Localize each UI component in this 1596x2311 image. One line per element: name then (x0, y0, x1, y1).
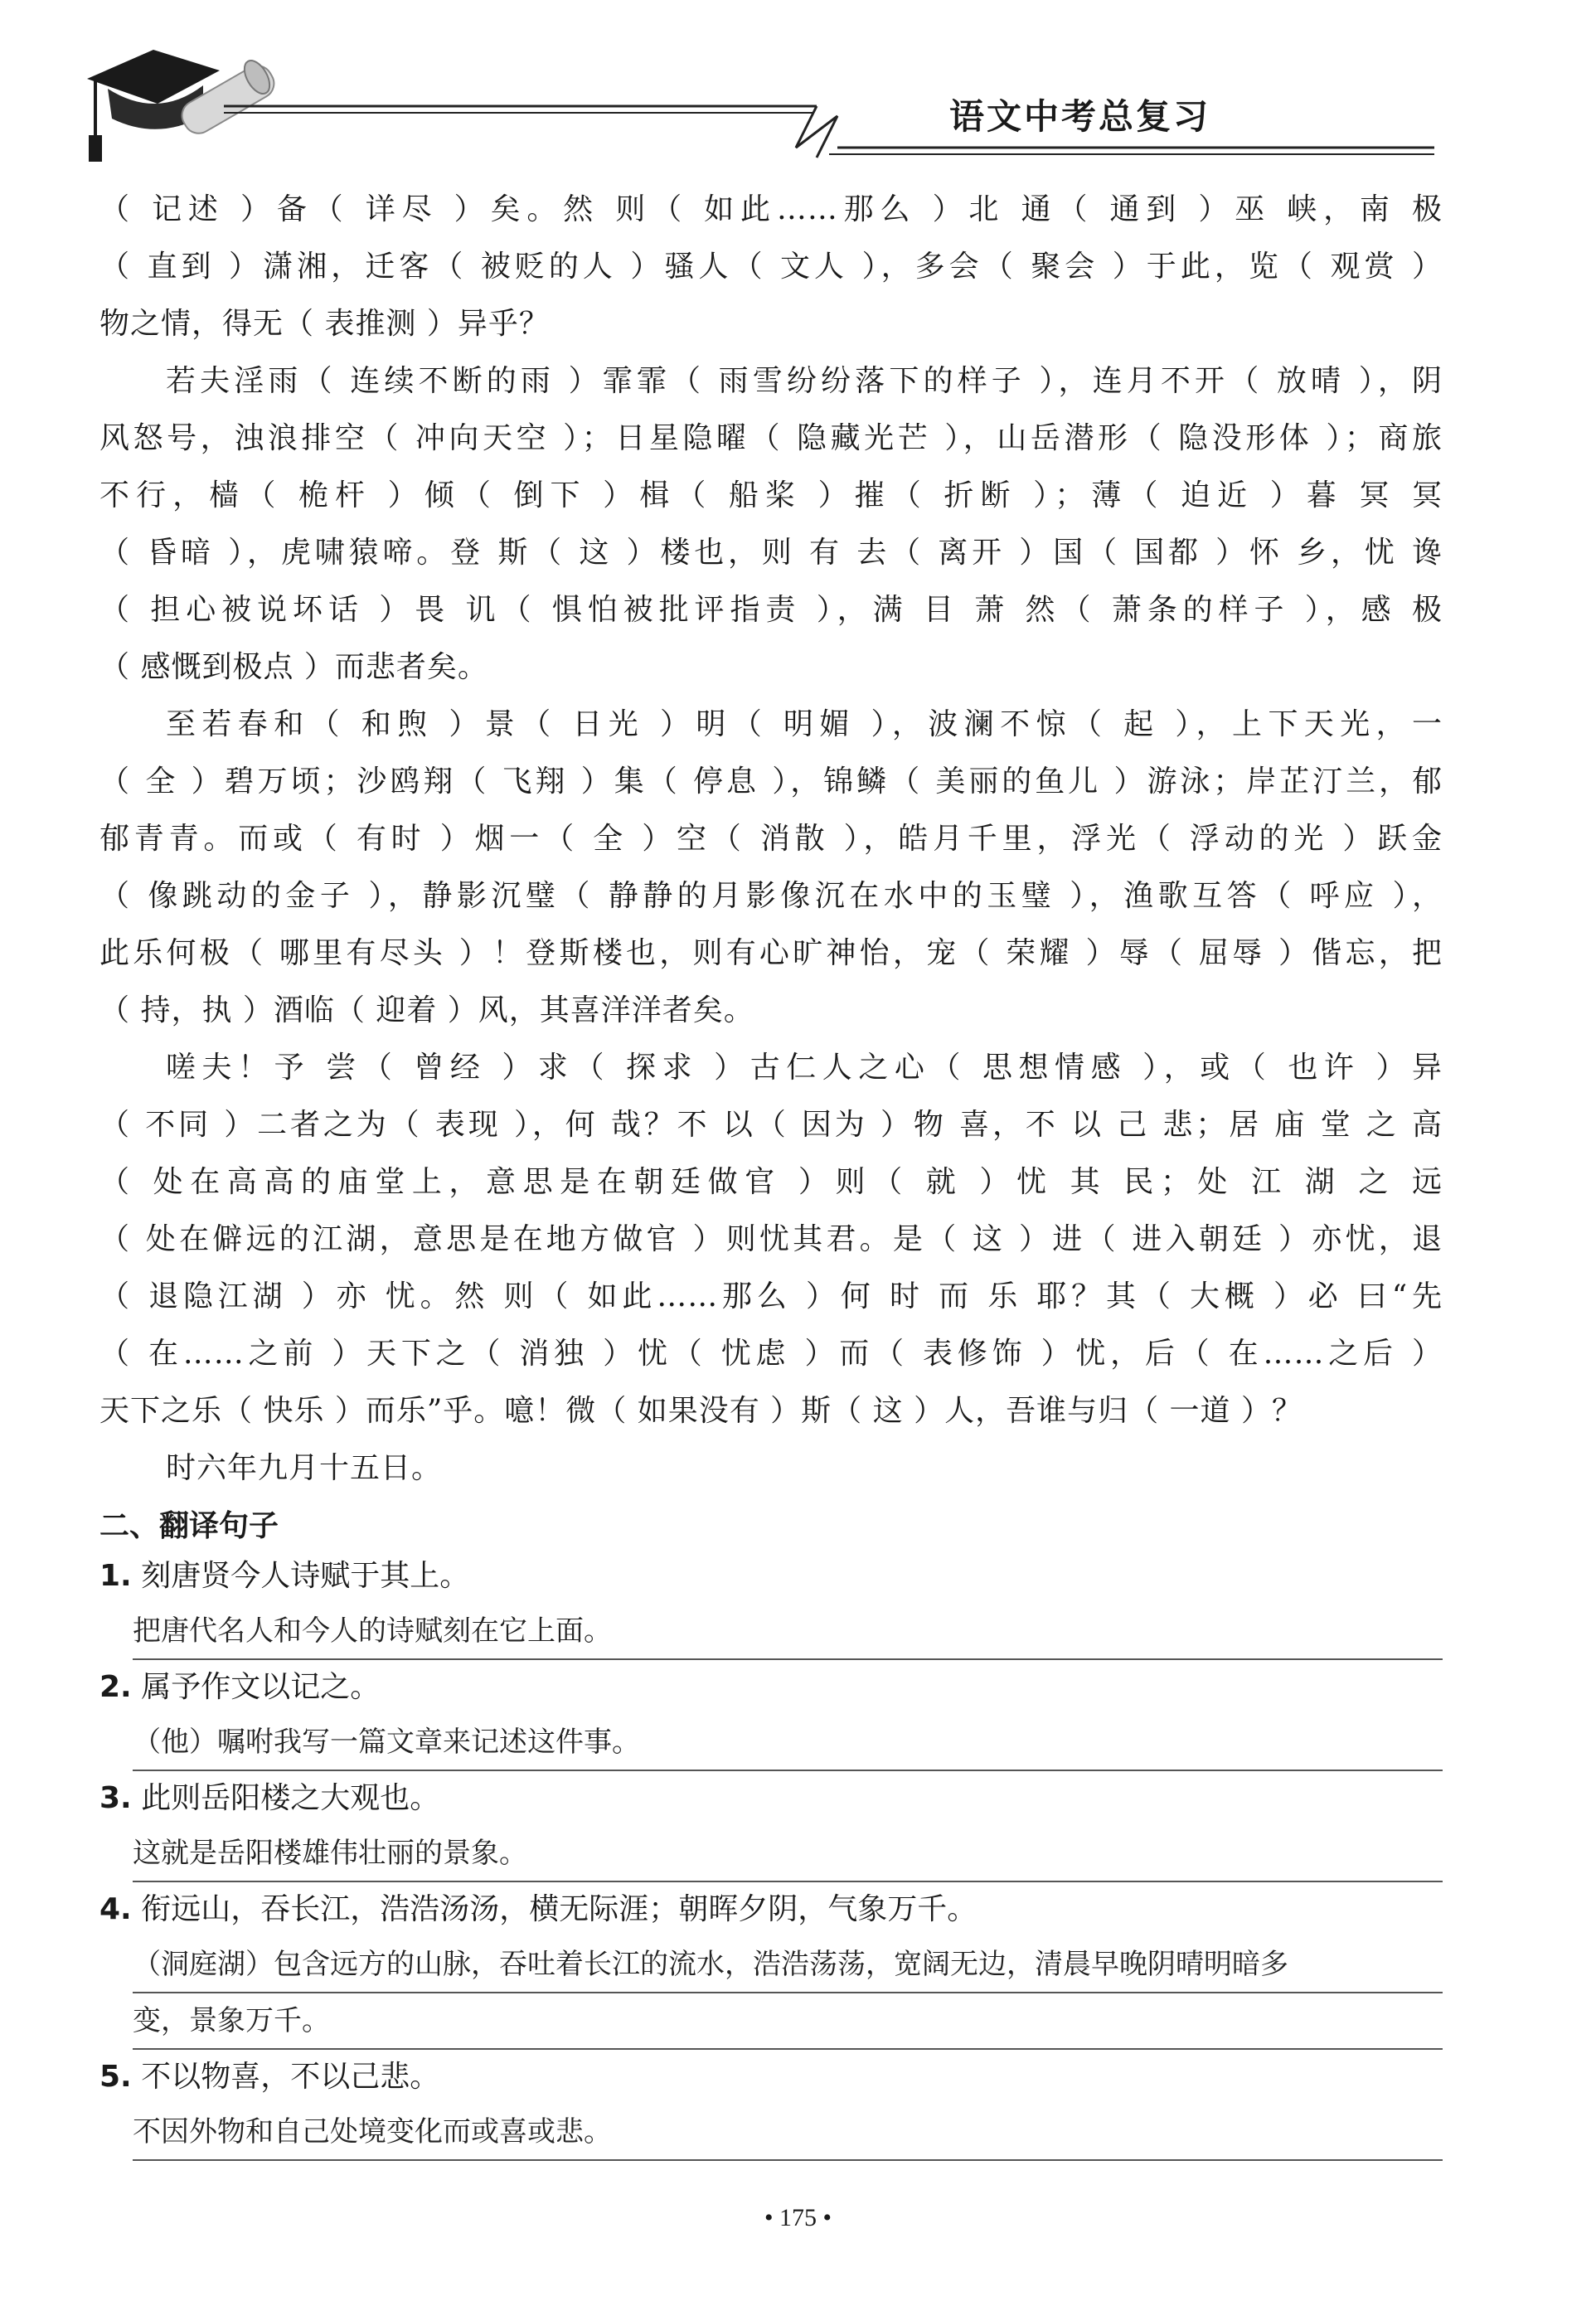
question-text (99, 1549, 1443, 1604)
answer-line: 把唐代名人和今人的诗赋刻在它上面。 (133, 1604, 1443, 1660)
answer-line: 这就是岳阳楼雄伟壮丽的景象。 (133, 1826, 1443, 1882)
passage-line: （ 感慨到极点 ）而悲者矣。 (99, 650, 488, 684)
question-number: 1. (99, 1559, 132, 1593)
question-number: 2. (99, 1670, 132, 1704)
question-item (99, 1882, 1443, 2050)
passage-line: 时六年九月十五日。 (166, 1451, 443, 1485)
question-text (99, 1771, 1443, 1826)
question-number: 5. (99, 2060, 132, 2094)
passage-line: 至若春和（ 和煦 ）景（ 日光 ）明（ 明媚 ），波澜不惊（ 起 ），上下天光，一 (166, 707, 1443, 741)
answer-line: 变，景象万千。 (133, 1993, 1443, 2050)
passage-line: （ 全 ）碧万顷；沙鸥翔（ 飞翔 ）集（ 停息 ），锦鳞（ 美丽的鱼儿 ）游泳；岸芷汀兰，郁 (99, 765, 1443, 799)
passage-line: （ 持，执 ）酒临（ 迎着 ）风，其喜洋洋者矣。 (99, 993, 754, 1027)
question-text (99, 1882, 1443, 1937)
passage-line: 此乐何极（ 哪里有尽头 ）！登斯楼也，则有心旷神怡，宠（ 荣耀 ）辱（ 屈辱 ）偕忘，把 (99, 936, 1443, 970)
answer-line: （洞庭湖）包含远方的山脉，吞吐着长江的流水，浩浩荡荡，宽阔无边，清晨早晚阴晴明暗多 (133, 1937, 1443, 1993)
passage-line: 郁青青。而或（ 有时 ）烟一（ 全 ）空（ 消散 ），皓月千里，浮光（ 浮动的光 ）跃金 (99, 822, 1443, 856)
question-text (99, 2050, 1443, 2105)
answer-line: （他）嘱咐我写一篇文章来记述这件事。 (133, 1715, 1443, 1771)
passage-line: （ 昏暗 ），虎啸猿啼。登 斯（ 这 ）楼也，则 有 去（ 离开 ）国（ 国都 ）怀 乡，忧 谗 (99, 536, 1443, 570)
question-text (99, 1660, 1443, 1715)
passage-line: （ 处在高高的庙堂上，意思是在朝廷做官 ）则（ 就 ）忧 其 民；处 江 湖 之 远 (99, 1165, 1443, 1199)
passage-line: （ 直到 ）潇湘，迁客（ 被贬的人 ）骚人（ 文人 ），多会（ 聚会 ）于此，览（ 观赏 ） (99, 250, 1443, 284)
question-number: 3. (99, 1781, 132, 1815)
passage-line: （ 退隐江湖 ）亦 忧。然 则（ 如此……那么 ）何 时 而 乐 耶？其（ 大概 ）必 曰“先 (99, 1279, 1443, 1313)
passage-line: 风怒号，浊浪排空（ 冲向天空 ）；日星隐曜（ 隐藏光芒 ），山岳潜形（ 隐没形体 ）；商旅 (99, 421, 1443, 455)
passage-line: 不行，樯（ 桅杆 ）倾（ 倒下 ）楫（ 船桨 ）摧（ 折断 ）；薄（ 迫近 ）暮 冥 冥 (99, 478, 1443, 512)
question-sentence: 不以物喜，不以己悲。 (141, 2060, 440, 2094)
passage-line: （ 像跳动的金子 ），静影沉璧（ 静静的月影像沉在水中的玉璧 ），渔歌互答（ 呼应 ）， (99, 879, 1443, 913)
passage-line: 物之情，得无（ 表推测 ）异乎？ (99, 307, 550, 341)
question-sentence: 刻唐贤今人诗赋于其上。 (141, 1559, 470, 1593)
passage-line: （ 在……之前 ）天下之（ 消独 ）忧（ 忧虑 ）而（ 表修饰 ）忧，后（ 在……之后 ） (99, 1337, 1443, 1371)
header-rule (0, 0, 1596, 174)
section-heading: 二、翻译句子 (99, 1509, 279, 1543)
passage-line: （ 处在僻远的江湖，意思是在地方做官 ）则忧其君。是（ 这 ）进（ 进入朝廷 ）亦忧，退 (99, 1222, 1443, 1256)
page-number: • 175 • (764, 2204, 832, 2231)
passage-line: （ 担心被说坏话 ）畏 讥（ 惧怕被批评指责 ），满 目 萧 然（ 萧条的样子 ），感 极 (99, 593, 1443, 627)
question-number: 4. (99, 1892, 132, 1926)
question-list (99, 1549, 1443, 2161)
passage-line: （ 不同 ）二者之为（ 表现 ），何 哉？不 以（ 因为 ）物 喜，不 以 己 悲；居 庙 堂 之 高 (99, 1108, 1443, 1142)
passage-line: 嗟夫！予 尝（ 曾经 ）求（ 探求 ）古仁人之心（ 思想情感 ），或（ 也许 ）异 (166, 1051, 1443, 1085)
passage-line: （ 记述 ）备（ 详尽 ）矣。然 则（ 如此……那么 ）北 通（ 通到 ）巫 峡，南 极 (99, 192, 1443, 226)
question-item (99, 1771, 1443, 1882)
question-sentence: 衔远山，吞长江，浩浩汤汤，横无际涯；朝晖夕阴，气象万千。 (141, 1892, 977, 1926)
passage (99, 181, 1443, 1497)
question-sentence: 此则岳阳楼之大观也。 (141, 1781, 440, 1815)
page-title: 语文中考总复习 (949, 96, 1211, 137)
passage-line: 天下之乐（ 快乐 ）而乐”乎。噫！微（ 如果没有 ）斯（ 这 ）人，吾谁与归（ 一道 ）？ (99, 1394, 1303, 1428)
question-sentence: 属予作文以记之。 (141, 1670, 381, 1704)
question-item (99, 2050, 1443, 2161)
question-item (99, 1660, 1443, 1771)
question-item (99, 1549, 1443, 1660)
answer-line: 不因外物和自己处境变化而或喜或悲。 (133, 2105, 1443, 2161)
passage-line: 若夫淫雨（ 连续不断的雨 ）霏霏（ 雨雪纷纷落下的样子 ），连月不开（ 放晴 ），阴 (166, 364, 1443, 398)
